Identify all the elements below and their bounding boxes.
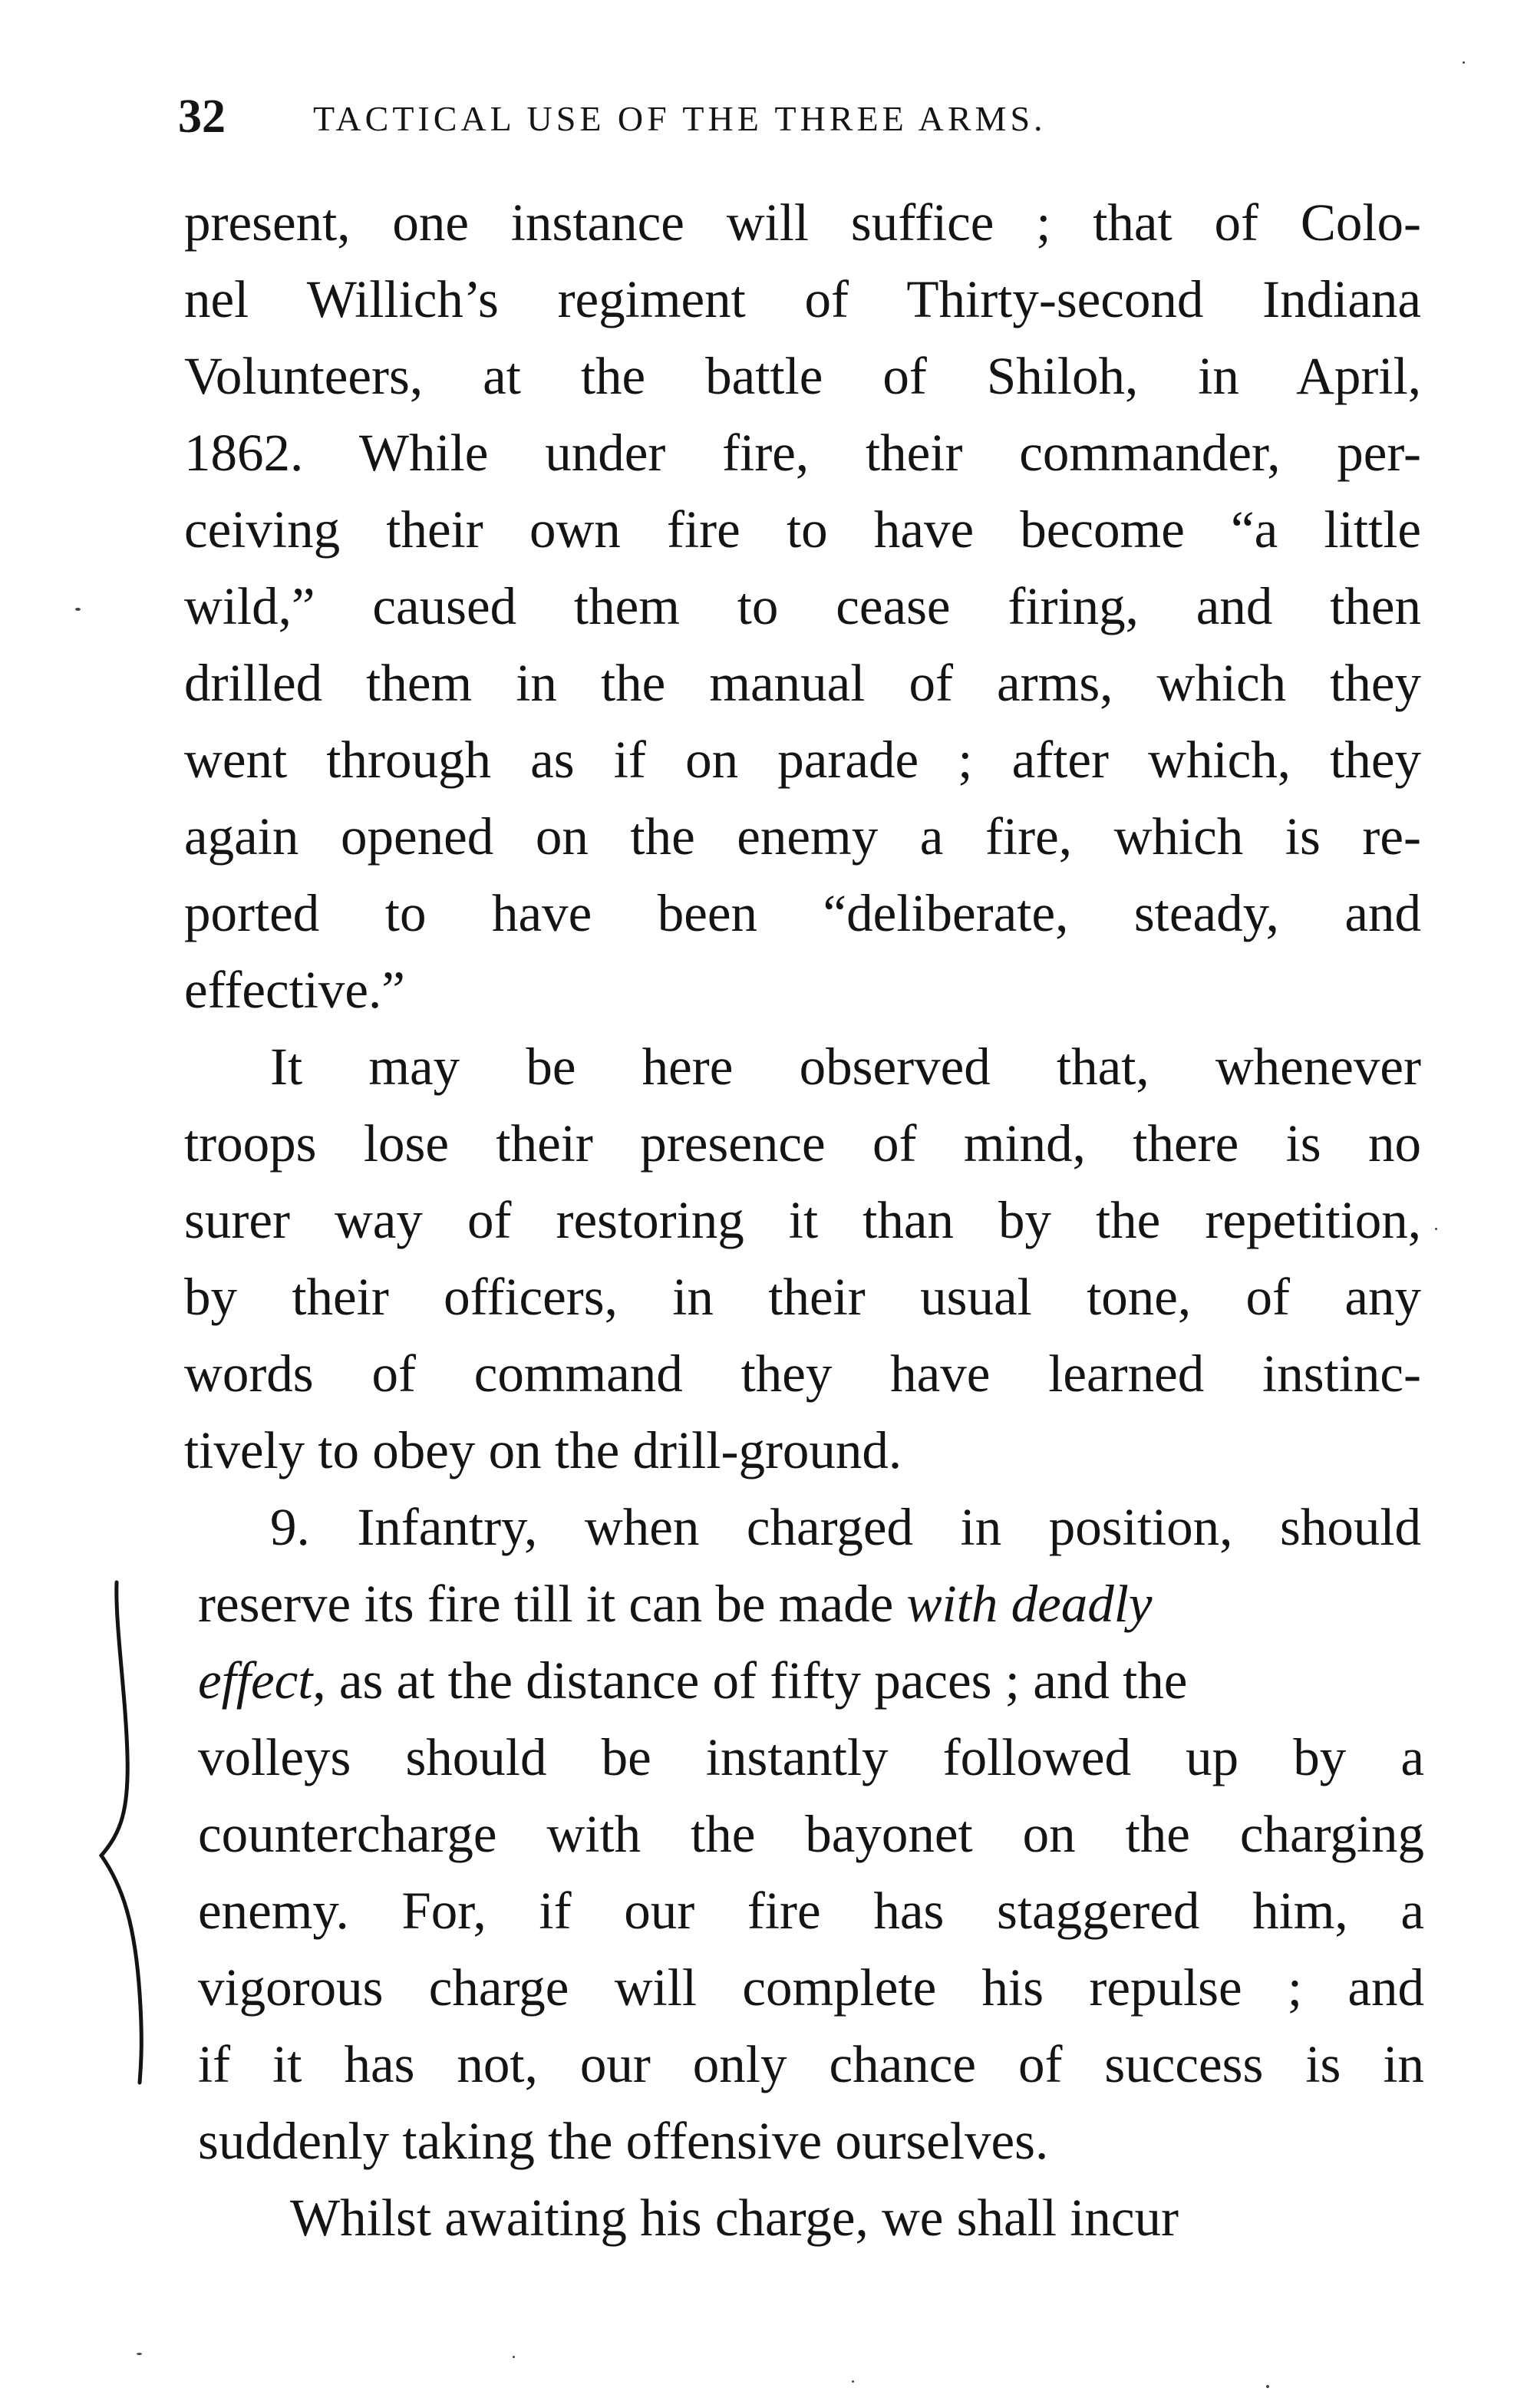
page-number: 32: [178, 91, 226, 143]
paragraph-first-line: It may be here observed that, whenever: [270, 1037, 1421, 1096]
emphasis-text: with deadly: [906, 1575, 1153, 1633]
print-speck: [1463, 61, 1465, 64]
text-line: by their officers, in their usual tone, of any: [184, 1268, 1421, 1326]
text-line: enemy. For, if our fire has staggered him, a: [198, 1882, 1424, 1940]
text-line: again opened on the enemy a fire, which is re-: [184, 807, 1421, 866]
section-9-first-line: 9. Infantry, when charged in position, should: [270, 1498, 1421, 1556]
text-line: suddenly taking the offensive ourselves.: [198, 2112, 1049, 2170]
print-speck: [1266, 2385, 1269, 2388]
text-line: volleys should be instantly followed up by a: [198, 1728, 1424, 1786]
running-title: TACTICAL USE OF THE THREE ARMS.: [313, 99, 1047, 138]
text-line: tively to obey on the drill-ground.: [184, 1421, 902, 1479]
text-line: went through as if on parade ; after which, they: [184, 731, 1421, 789]
text-run: , as at the distance of fifty paces ; and the: [312, 1651, 1188, 1710]
text-line: wild,” caused them to cease firing, and then: [184, 577, 1421, 635]
print-speck: [1435, 1228, 1437, 1230]
text-line: 1862. While under fire, their commander, per-: [184, 424, 1421, 482]
paragraph-first-line: Whilst awaiting his charge, we shall incur: [290, 2189, 1179, 2247]
print-speck: [513, 2356, 515, 2358]
text-line: vigorous charge will complete his repulse ; and: [198, 1958, 1424, 2017]
text-line: ported to have been “deliberate, steady, and: [184, 884, 1421, 942]
print-speck: [75, 608, 81, 611]
text-line: Volunteers, at the battle of Shiloh, in April,: [184, 347, 1421, 405]
emphasis-text: effect: [198, 1651, 313, 1710]
text-line: words of command they have learned instinc-: [184, 1344, 1421, 1403]
curly-brace-annotation-icon: [95, 1579, 157, 2086]
text-line: present, one instance will suffice ; that of Colo-: [184, 193, 1421, 252]
print-speck: [137, 2353, 142, 2355]
text-line: countercharge with the bayonet on the charging: [198, 1805, 1424, 1863]
running-head: [178, 86, 1421, 147]
text-line: [198, 1565, 1424, 1642]
text-line: effective.”: [184, 961, 405, 1019]
text-line: surer way of restoring it than by the repetition,: [184, 1191, 1421, 1249]
text-line: if it has not, our only chance of success is in: [198, 2035, 1424, 2093]
text-line: troops lose their presence of mind, there is no: [184, 1114, 1421, 1173]
text-line: nel Willich’s regiment of Thirty-second Indiana: [184, 270, 1421, 328]
text-line: drilled them in the manual of arms, which they: [184, 654, 1421, 712]
text-line: [198, 1642, 1424, 1719]
text-line: ceiving their own fire to have become “a little: [184, 500, 1421, 559]
text-run: reserve its fire till it can be made: [198, 1575, 907, 1633]
print-speck: [852, 2380, 854, 2383]
